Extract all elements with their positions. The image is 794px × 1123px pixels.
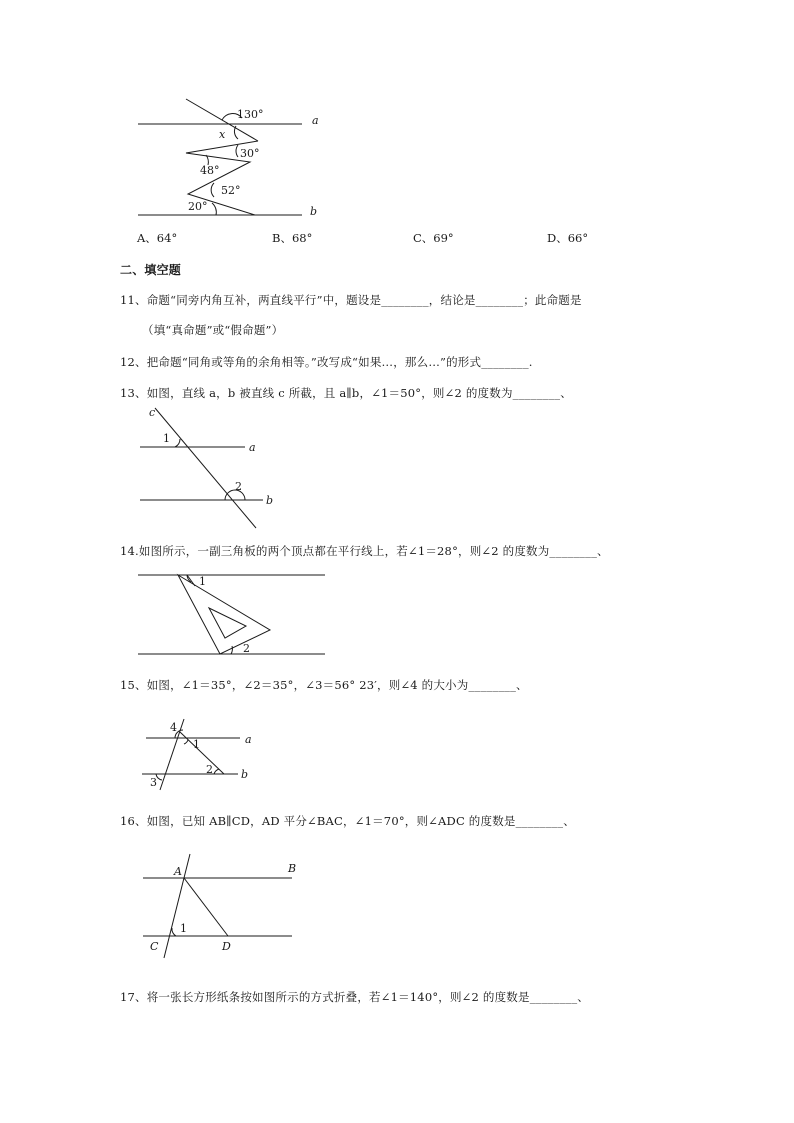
- label-2: 2: [206, 763, 213, 776]
- arc-1: [184, 740, 188, 744]
- figure-q14: [135, 568, 345, 660]
- label-30: 30°: [240, 147, 260, 160]
- arc-1: [172, 928, 176, 936]
- bisector-AD: [184, 878, 228, 936]
- arc-30: [236, 145, 238, 157]
- label-2: 2: [235, 480, 242, 493]
- option-b: B、68°: [272, 231, 313, 245]
- question-15: 15、如图，∠1＝35°，∠2＝35°，∠3＝56° 23′，则∠4 的大小为________、: [120, 678, 528, 692]
- label-3: 3: [150, 776, 157, 789]
- arc-20: [212, 203, 216, 215]
- arc-1: [175, 439, 180, 447]
- label-2: 2: [243, 642, 250, 655]
- question-14: 14.如图所示，一副三角板的两个顶点都在平行线上，若∠1＝28°，则∠2 的度数为________、: [120, 544, 609, 558]
- question-17: 17、将一张长方形纸条按如图所示的方式折叠，若∠1＝140°，则∠2 的度数是________、: [120, 990, 589, 1004]
- figure-q15: [140, 716, 280, 796]
- label-D: D: [222, 940, 231, 953]
- label-1: 1: [163, 432, 170, 445]
- question-11-line2: （填“真命题”或“假命题”）: [142, 323, 284, 337]
- label-1: 1: [193, 738, 200, 751]
- figure-q13: [135, 404, 295, 532]
- option-c: C、69°: [413, 231, 454, 245]
- option-d: D、66°: [547, 231, 589, 245]
- label-1: 1: [199, 575, 206, 588]
- label-4: 4: [170, 721, 177, 734]
- label-1: 1: [180, 922, 187, 935]
- label-20: 20°: [188, 200, 208, 213]
- section-title: 二、填空题: [120, 263, 182, 277]
- label-A: A: [174, 865, 182, 878]
- label-130: 130°: [237, 108, 264, 121]
- question-11-line1: 11、命题“同旁内角互补，两直线平行”中，题设是________，结论是________；此命题是: [120, 293, 582, 307]
- figure-q10: [130, 95, 350, 225]
- label-c: c: [149, 406, 156, 419]
- transversal-c: [155, 408, 256, 528]
- option-a: A、64°: [137, 231, 178, 245]
- set-square-outer: [178, 575, 270, 654]
- label-b: b: [266, 494, 274, 507]
- arc-2: [231, 646, 232, 654]
- figure-q16: [138, 848, 318, 968]
- set-square-edge: [187, 575, 195, 586]
- label-a: a: [249, 441, 256, 454]
- label-x: x: [219, 128, 226, 141]
- question-12: 12、把命题“同角或等角的余角相等。”改写成“如果…，那么…”的形式________.: [120, 355, 533, 369]
- question-16: 16、如图，已知 AB∥CD，AD 平分∠BAC，∠1＝70°，则∠ADC 的度数是________、: [120, 814, 575, 828]
- question-13: 13、如图，直线 a，b 被直线 c 所截，且 a∥b，∠1＝50°，则∠2 的度数为________、: [120, 386, 572, 400]
- label-B: B: [288, 862, 297, 875]
- label-b: b: [241, 768, 249, 781]
- label-52: 52°: [221, 184, 241, 197]
- label-a: a: [312, 114, 319, 127]
- arc-2: [214, 769, 219, 774]
- label-48: 48°: [200, 164, 220, 177]
- label-b: b: [310, 205, 318, 218]
- label-C: C: [150, 940, 159, 953]
- arc-52: [211, 183, 214, 197]
- label-a: a: [245, 733, 252, 746]
